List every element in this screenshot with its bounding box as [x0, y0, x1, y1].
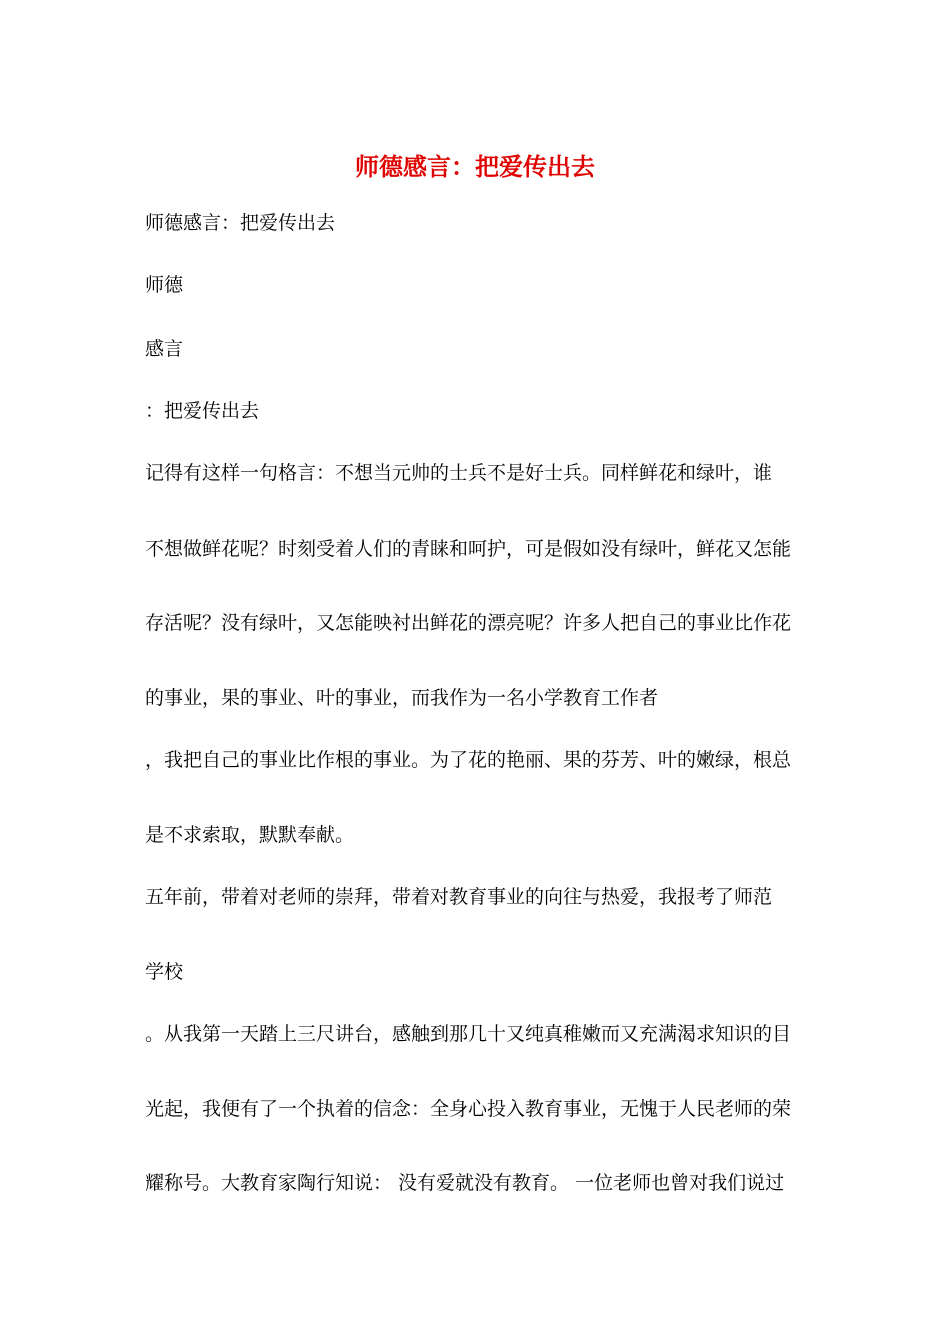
text-line-3: 感言 — [145, 338, 184, 360]
text-line-5: 记得有这样一句格言：不想当元帅的士兵不是好士兵。同样鲜花和绿叶，谁 — [145, 462, 773, 484]
text-line-7: 存活呢？没有绿叶，又怎能映衬出鲜花的漂亮呢？许多人把自己的事业比作花 — [145, 612, 792, 634]
text-line-14: 光起，我便有了一个执着的信念：全身心投入教育事业，无愧于人民老师的荣 — [145, 1098, 792, 1120]
text-line-8: 的事业，果的事业、叶的事业，而我作为一名小学教育工作者 — [145, 687, 659, 709]
text-line-15: 耀称号。大教育家陶行知说： 没有爱就没有教育。 一位老师也曾对我们说过 — [145, 1172, 785, 1194]
text-line-9: ，我把自己的事业比作根的事业。为了花的艳丽、果的芬芳、叶的嫩绿，根总 — [145, 749, 792, 771]
text-line-13: 。从我第一天踏上三尺讲台，感触到那几十又纯真稚嫩而又充满渴求知识的目 — [145, 1023, 792, 1045]
document-title: 师德感言：把爱传出去 — [355, 152, 595, 181]
text-line-2: 师德 — [145, 274, 184, 296]
text-line-6: 不想做鲜花呢？时刻受着人们的青睐和呵护，可是假如没有绿叶，鲜花又怎能 — [145, 538, 792, 560]
text-line-10: 是不求索取，默默奉献。 — [145, 824, 355, 846]
text-line-11: 五年前，带着对老师的崇拜，带着对教育事业的向往与热爱，我报考了师范 — [145, 886, 773, 908]
text-line-12: 学校 — [145, 961, 184, 983]
text-line-4: ：把爱传出去 — [145, 400, 260, 422]
text-line-1: 师德感言：把爱传出去 — [145, 212, 336, 234]
